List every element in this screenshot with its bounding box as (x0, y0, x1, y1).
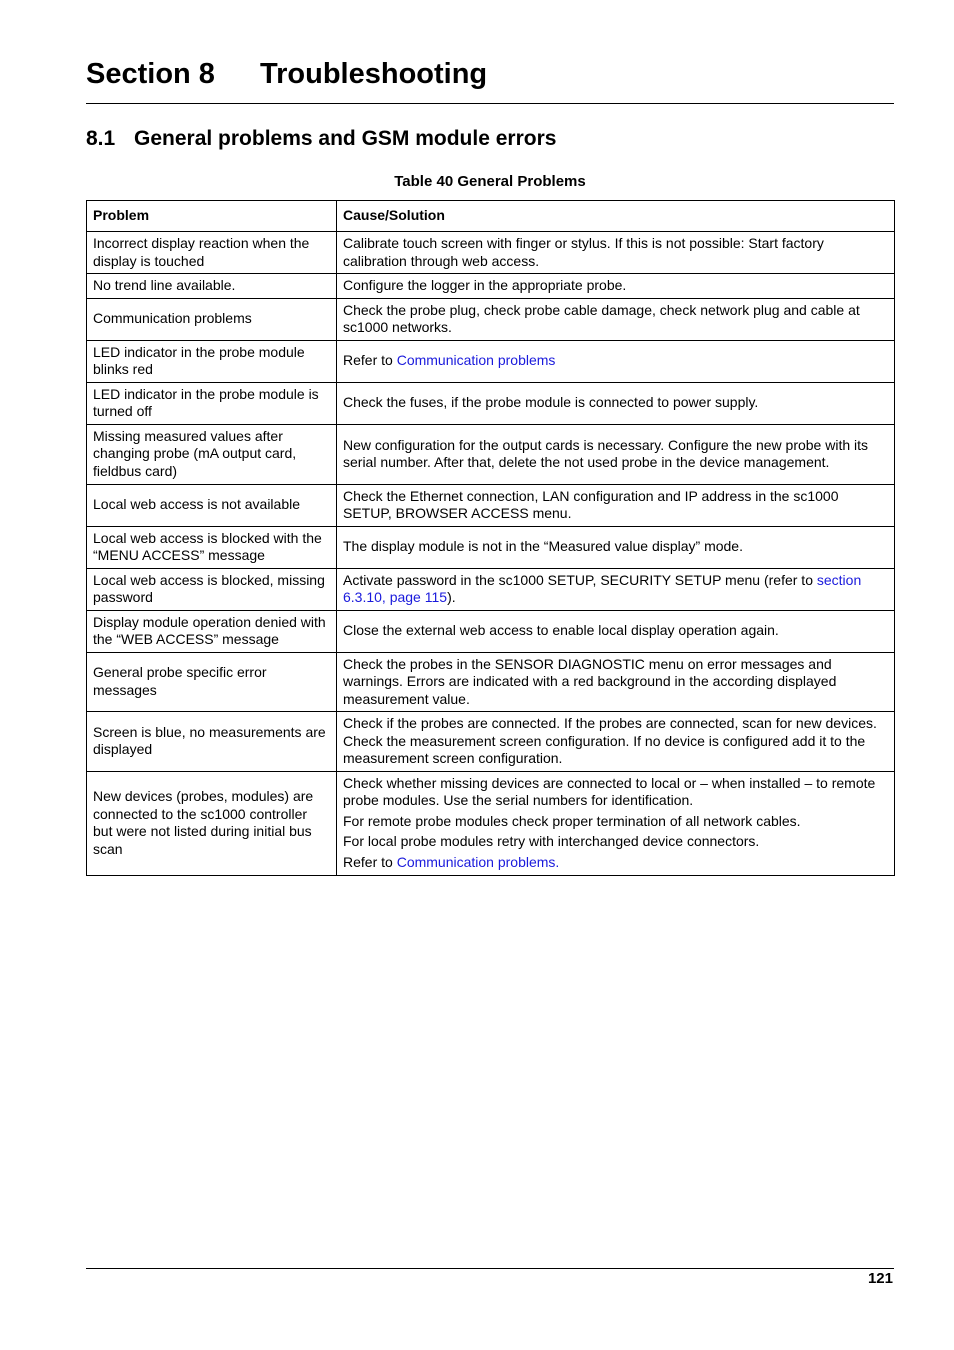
header-cause-solution: Cause/Solution (337, 201, 895, 232)
solution-cell (337, 771, 895, 875)
section-number: Section 8 (86, 58, 215, 90)
table-row (87, 274, 895, 299)
table-row (87, 424, 895, 484)
problem-cell: Local web access is blocked, missing password (87, 568, 337, 610)
solution-text: Check whether missing devices are connected to local or – when installed – to remote probe modules. Use the serial numbers for identification. (343, 774, 876, 809)
solution-text: Check if the probes are connected. If the probes are connected, scan for new devices. Check the measurement screen configuration. If no device is configured add it to the measurement screen configuration. (343, 715, 877, 766)
solution-cell (337, 274, 895, 299)
solution-text (343, 352, 888, 370)
problem-cell: LED indicator in the probe module blinks red (87, 340, 337, 382)
problem-cell: Display module operation denied with the “WEB ACCESS” message (87, 610, 337, 652)
solution-cell (337, 340, 895, 382)
solution-cell (337, 232, 895, 274)
page-number: 121 (867, 1270, 893, 1287)
problem-cell: Local web access is blocked with the “MENU ACCESS” message (87, 526, 337, 568)
section-reference-link[interactable]: section 6.3.10, page 115 (343, 571, 862, 605)
subsection-number: 8.1 (86, 127, 116, 150)
solution-cell (337, 382, 895, 424)
table-row (87, 712, 895, 772)
solution-cell (337, 610, 895, 652)
solution-cell (337, 568, 895, 610)
footer-rule (86, 1268, 894, 1269)
solution-cell (337, 712, 895, 772)
problem-cell: Local web access is not available (87, 484, 337, 526)
solution-cell (337, 652, 895, 712)
solution-text: New configuration for the output cards is necessary. Configure the new probe with its serial number. After that, delete the not used probe in the device management. (343, 436, 869, 470)
solution-prefix: Activate password in the sc1000 SETUP, SECURITY SETUP menu (refer to (343, 571, 817, 588)
solution-cell (337, 526, 895, 568)
solution-text: Close the external web access to enable local display operation again. (343, 622, 779, 639)
header-problem: Problem (87, 201, 337, 232)
section-header (86, 58, 894, 104)
solution-text: The display module is not in the “Measured value display” mode. (343, 538, 743, 555)
table-header-row (87, 201, 895, 232)
solution-suffix: ). (447, 589, 456, 605)
solution-text (343, 572, 888, 607)
problem-cell: General probe specific error messages (87, 652, 337, 712)
table-row (87, 232, 895, 274)
table-row (87, 610, 895, 652)
solution-cell (337, 424, 895, 484)
table-row (87, 771, 895, 875)
general-problems-table (86, 200, 895, 876)
solution-prefix: Refer to (343, 352, 397, 369)
communication-problems-link[interactable]: Communication problems (396, 352, 556, 369)
solution-cell (337, 484, 895, 526)
solution-text: Configure the logger in the appropriate probe. (343, 277, 627, 293)
table-row (87, 298, 895, 340)
communication-problems-link[interactable]: Communication problems. (396, 853, 560, 870)
solution-text (343, 854, 888, 872)
solution-text: Check the Ethernet connection, LAN configuration and IP address in the sc1000 SETUP, BROWSER ACCESS menu. (343, 487, 839, 521)
section-title: Troubleshooting (260, 58, 488, 90)
problem-cell: Missing measured values after changing probe (mA output card, fieldbus card) (87, 424, 337, 484)
problem-cell: New devices (probes, modules) are connected to the sc1000 controller but were not listed during initial bus scan (87, 771, 337, 875)
problem-cell: Screen is blue, no measurements are displayed (87, 712, 337, 772)
problem-cell: Incorrect display reaction when the display is touched (87, 232, 337, 274)
table-row (87, 652, 895, 712)
problem-cell: Communication problems (87, 298, 337, 340)
table-row (87, 382, 895, 424)
problem-cell: LED indicator in the probe module is turned off (87, 382, 337, 424)
table-row (87, 526, 895, 568)
solution-text: For remote probe modules check proper termination of all network cables. (343, 812, 801, 829)
subsection-heading (86, 127, 556, 151)
table-row (87, 340, 895, 382)
solution-cell (337, 298, 895, 340)
table-caption: Table 40 General Problems (394, 173, 586, 190)
table-row (87, 568, 895, 610)
problem-cell: No trend line available. (87, 274, 337, 299)
solution-text: Check the fuses, if the probe module is connected to power supply. (343, 394, 759, 411)
solution-text: Calibrate touch screen with finger or stylus. If this is not possible: Start factory calibration through web access. (343, 235, 824, 269)
solution-prefix: Refer to (343, 853, 397, 870)
solution-text: Check the probe plug, check probe cable damage, check network plug and cable at sc1000 networks. (343, 301, 860, 335)
table-row (87, 484, 895, 526)
solution-text: For local probe modules retry with interchanged device connectors. (343, 833, 760, 850)
subsection-title: General problems and GSM module errors (134, 127, 557, 150)
solution-text: Check the probes in the SENSOR DIAGNOSTIC menu on error messages and warnings. Errors are indicated with a red background in the according displayed measurement value. (343, 655, 837, 707)
